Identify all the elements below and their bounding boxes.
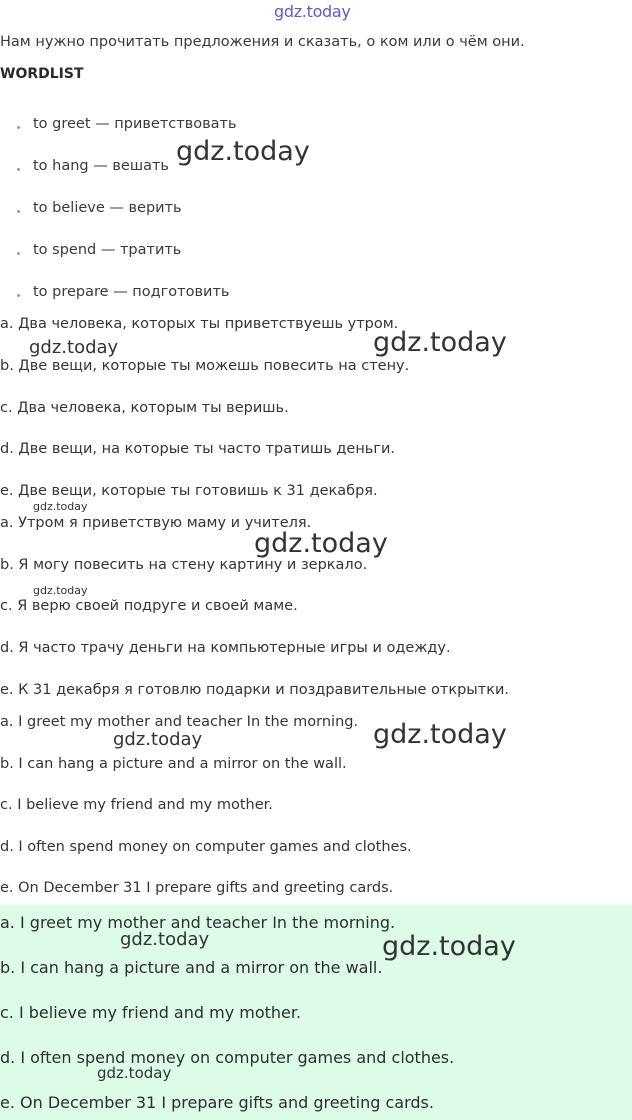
answer-en-line: c. I believe my friend and my mother. xyxy=(0,797,273,813)
answer-en-line: d. I often spend money on computer games and clothes. xyxy=(0,839,412,855)
wordlist-item-label: to hang — вешать xyxy=(33,158,169,174)
highlighted-answer-line: d. I often spend money on computer games and clothes. xyxy=(0,1048,455,1067)
answer-ru-line: e. К 31 декабря я готовлю подарки и поздравительные открытки. xyxy=(0,682,509,698)
watermark-text: gdz.today xyxy=(33,584,88,597)
watermark-text: gdz.today xyxy=(33,500,88,513)
watermark-text: gdz.today xyxy=(176,136,310,167)
question-line: c. Два человека, которым ты веришь. xyxy=(0,400,289,416)
watermark-text: gdz.today xyxy=(373,327,507,358)
question-line: b. Две вещи, которые ты можешь повесить на стену. xyxy=(0,358,410,374)
highlighted-answer-line: b. I can hang a picture and a mirror on the wall. xyxy=(0,958,383,977)
wordlist-item-label: to greet — приветствовать xyxy=(33,116,237,132)
highlighted-answer-line: e. On December 31 I prepare gifts and greeting cards. xyxy=(0,1093,434,1112)
wordlist-item-label: to spend — тратить xyxy=(33,242,182,258)
watermark-text: gdz.today xyxy=(29,337,119,358)
watermark-text: gdz.today xyxy=(254,528,388,559)
wordlist-item-label: to prepare — подготовить xyxy=(33,284,230,300)
watermark-text: gdz.today xyxy=(382,931,516,962)
answer-ru-line: d. Я часто трачу деньги на компьютерные игры и одежду. xyxy=(0,640,451,656)
bullet-icon xyxy=(17,294,20,297)
watermark-text: gdz.today xyxy=(120,929,210,950)
answer-ru-line: c. Я верю своей подруге и своей маме. xyxy=(0,598,298,614)
watermark-text: gdz.today xyxy=(113,729,203,750)
bullet-icon xyxy=(17,168,20,171)
intro-text: Нам нужно прочитать предложения и сказать, о ком или о чём они. xyxy=(0,34,525,50)
question-line: a. Два человека, которых ты приветствуешь утром. xyxy=(0,316,399,332)
bullet-icon xyxy=(17,252,20,255)
wordlist-heading: WORDLIST xyxy=(0,66,84,82)
answer-en-line: b. I can hang a picture and a mirror on the wall. xyxy=(0,756,347,772)
bullet-icon xyxy=(17,210,20,213)
question-line: d. Две вещи, на которые ты часто тратишь деньги. xyxy=(0,441,396,457)
highlighted-answer-line: c. I believe my friend and my mother. xyxy=(0,1003,302,1022)
answer-en-line: e. On December 31 I prepare gifts and greeting cards. xyxy=(0,880,394,896)
watermark-text: gdz.today xyxy=(373,719,507,750)
watermark-text: gdz.today xyxy=(97,1064,172,1082)
wordlist-item-label: to believe — верить xyxy=(33,200,182,216)
site-logo[interactable]: gdz.today xyxy=(274,2,351,21)
answer-ru-line: a. Утром я приветствую маму и учителя. xyxy=(0,515,312,531)
bullet-icon xyxy=(17,126,20,129)
answer-en-line: a. I greet my mother and teacher In the morning. xyxy=(0,714,359,730)
question-line: e. Две вещи, которые ты готовишь к 31 декабря. xyxy=(0,483,378,499)
answer-ru-line: b. Я могу повесить на стену картину и зеркало. xyxy=(0,557,368,573)
highlighted-answer-line: a. I greet my mother and teacher In the morning. xyxy=(0,913,396,932)
